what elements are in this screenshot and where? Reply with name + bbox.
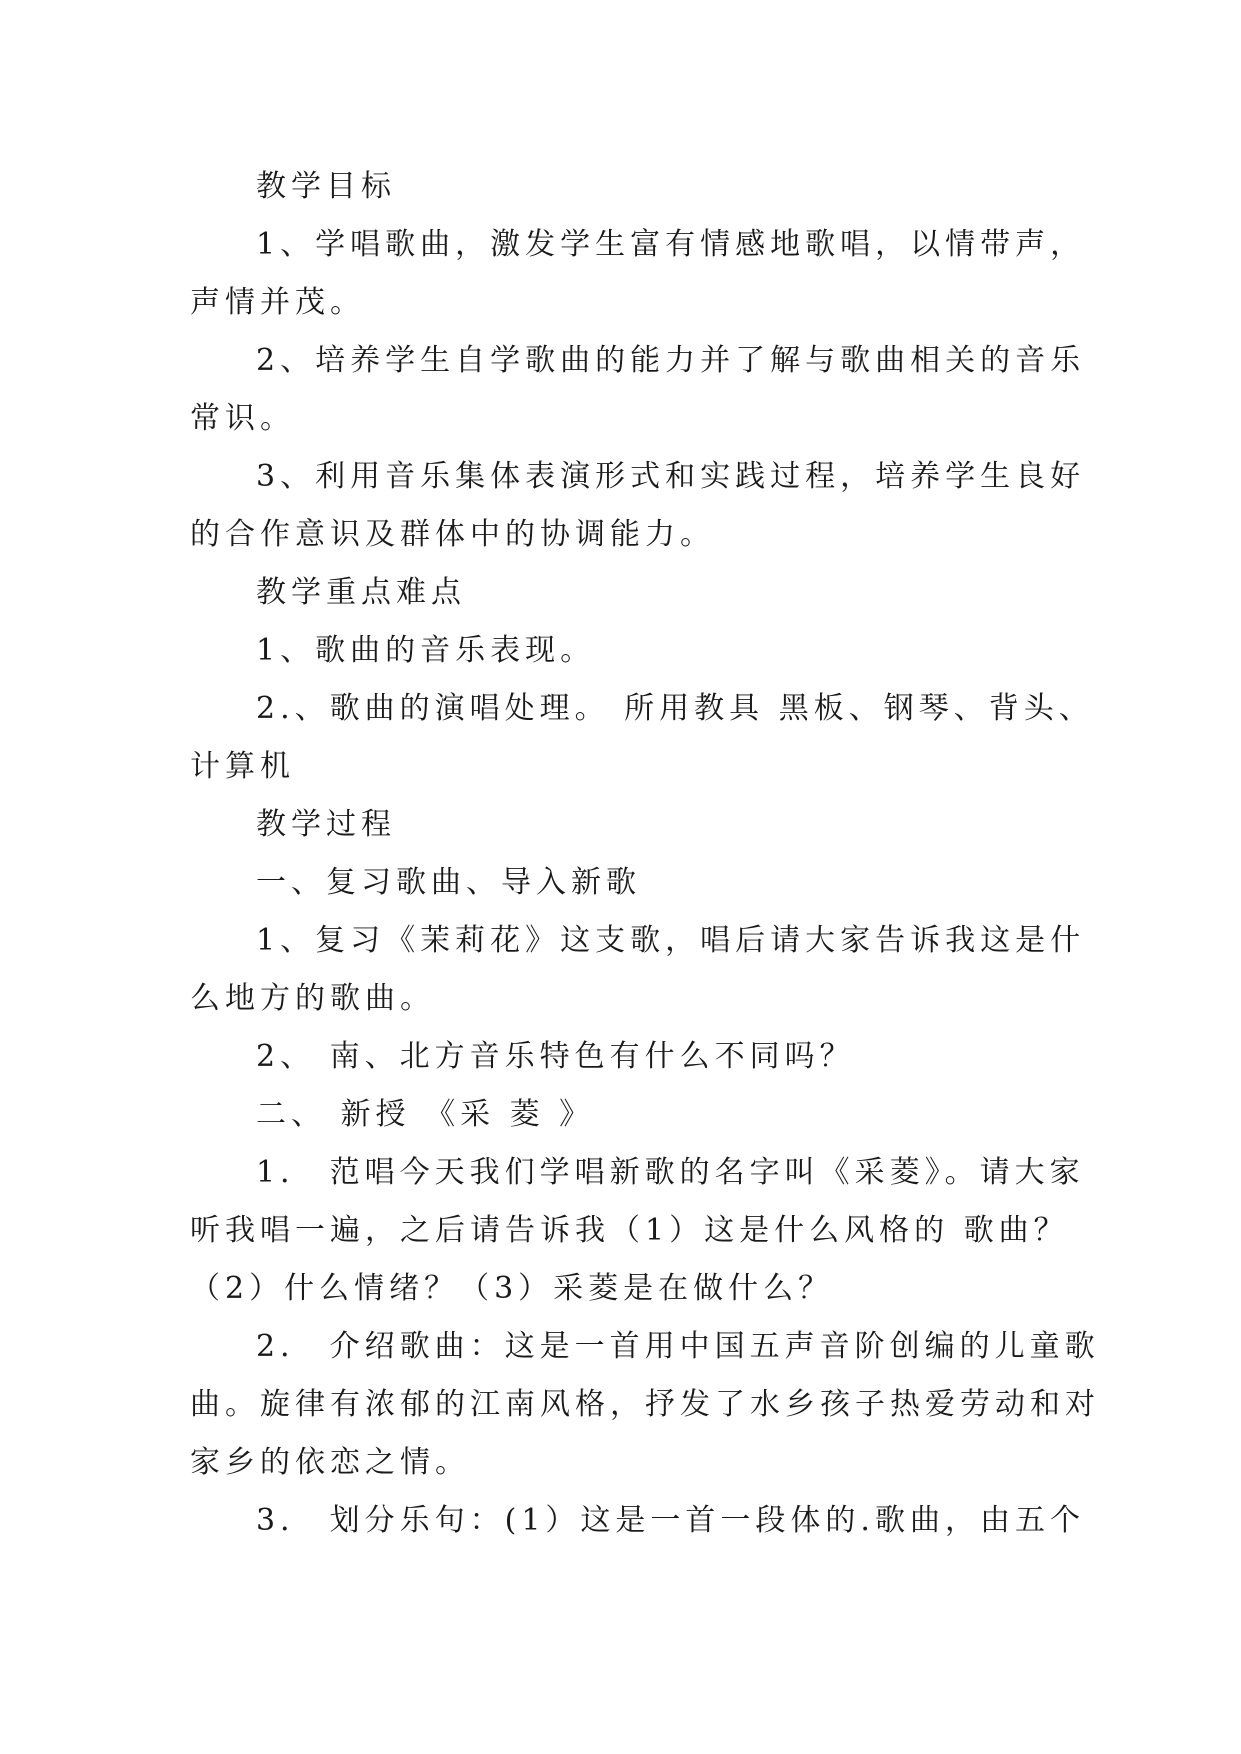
text-line: 教学过程 <box>256 807 396 842</box>
text-line: 2． 介绍歌曲：这是一首用中国五声音阶创编的儿童歌 <box>256 1329 1100 1364</box>
text-line: 2、 南、北方音乐特色有什么不同吗？ <box>256 1039 855 1074</box>
text-line: （2）什么情绪？（3）采菱是在做什么？ <box>190 1271 834 1306</box>
text-line: 声情并茂。 <box>190 285 365 320</box>
text-line: 1． 范唱今天我们学唱新歌的名字叫《采菱》。请大家 <box>256 1155 1085 1190</box>
text-line: 2、培养学生自学歌曲的能力并了解与歌曲相关的音乐 <box>256 343 1086 378</box>
text-line: 2.、歌曲的演唱处理。 所用教具 黑板、钢琴、背头、 <box>256 691 1094 726</box>
text-line: 教学重点难点 <box>256 575 466 610</box>
text-line: 1、歌曲的音乐表现。 <box>256 633 596 668</box>
text-line: 的合作意识及群体中的协调能力。 <box>190 517 715 552</box>
text-line: 常识。 <box>190 401 295 436</box>
text-line: 教学目标 <box>256 169 396 204</box>
document-body <box>190 158 1100 1550</box>
text-line: 二、 新授 《采 菱 》 <box>256 1097 595 1132</box>
text-line: 3、利用音乐集体表演形式和实践过程，培养学生良好 <box>256 459 1086 494</box>
text-line: 一、复习歌曲、导入新歌 <box>256 865 641 900</box>
text-line: 曲。旋律有浓郁的江南风格，抒发了水乡孩子热爱劳动和对 <box>190 1387 1100 1422</box>
text-line: 家乡的依恋之情。 <box>190 1445 470 1480</box>
text-line: 1、学唱歌曲，激发学生富有情感地歌唱，以情带声， <box>256 227 1086 262</box>
text-line: 1、复习《茉莉花》这支歌，唱后请大家告诉我这是什 <box>256 923 1086 958</box>
text-line: 计算机 <box>190 749 295 784</box>
text-line: 3． 划分乐句：(1）这是一首一段体的.歌曲，由五个 <box>256 1503 1085 1538</box>
text-line: 么地方的歌曲。 <box>190 981 435 1016</box>
text-line: 听我唱一遍，之后请告诉我（1）这是什么风格的 歌曲？ <box>190 1213 1069 1248</box>
